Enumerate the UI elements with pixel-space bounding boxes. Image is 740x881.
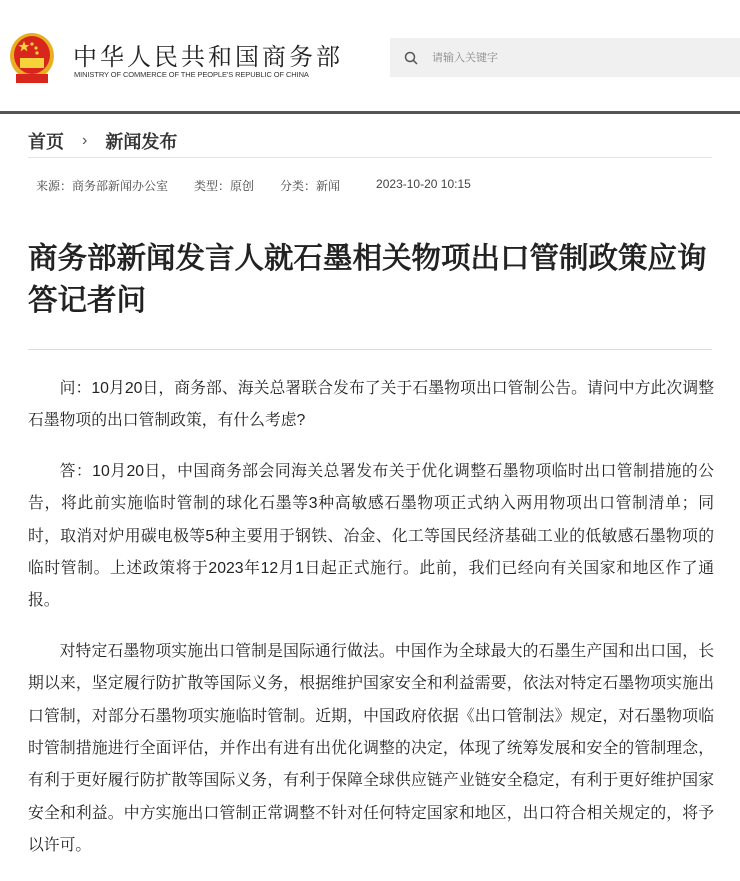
- meta-category: 分类：新闻: [280, 179, 341, 193]
- search-input[interactable]: [432, 52, 712, 64]
- breadcrumb: [28, 128, 177, 154]
- search-icon[interactable]: [404, 51, 418, 65]
- national-emblem-logo[interactable]: [8, 32, 56, 84]
- header-divider: [0, 111, 740, 114]
- article-body: [28, 373, 714, 881]
- chevron-right-icon: ›: [82, 132, 88, 149]
- search-box[interactable]: [390, 38, 740, 77]
- site-name-en: MINISTRY OF COMMERCE OF THE PEOPLE'S REPUBLIC OF CHINA: [74, 70, 309, 79]
- meta-type: 类型：原创: [194, 179, 255, 193]
- paragraph-explanation: 对特定石墨物项实施出口管制是国际通行做法。中国作为全球最大的石墨生产国和出口国，长期以来，坚定履行防扩散等国际义务，根据维护国家安全和利益需要，依法对特定石墨物项实施出口管制，对部分石墨物项实施临时管制。近期，中国政府依据《出口管制法》规定，对石墨物项临时管制措施进行全面评估，并作出有进有出优化调整的决定，体现了统筹发展和安全的管制理念，有利于更好履行防扩散等国际义务，有利于保障全球供应链产业链安全稳定，有利于更好维护国家安全和利益。中方实施出口管制正常调整不针对任何特定国家和地区，出口符合相关规定的，将予以许可。: [28, 642, 714, 855]
- site-name-cn[interactable]: 中华人民共和国商务部: [73, 44, 343, 71]
- meta-source: 来源：商务部新闻办公室: [36, 179, 169, 193]
- paragraph-question: 问：10月20日，商务部、海关总署联合发布了关于石墨物项出口管制公告。请问中方此次调整石墨物项的出口管制政策，有什么考虑?: [28, 380, 714, 430]
- paragraph-answer: 答：10月20日，中国商务部会同海关总署发布关于优化调整石墨物项临时出口管制措施的公告，将此前实施临时管制的球化石墨等3种高敏感石墨物项正式纳入两用物项出口管制清单；同时，取消对炉用碳电极等5种主要用于钢铁、冶金、化工等国民经济基础工业的低敏感石墨物项的临时管制。上述政策将于2023年12月1日起正式施行。此前，我们已经向有关国家和地区作了通报。: [28, 462, 714, 610]
- breadcrumb-divider: [28, 157, 712, 158]
- breadcrumb-home[interactable]: 首页: [28, 132, 64, 152]
- breadcrumb-current[interactable]: 新闻发布: [105, 132, 178, 152]
- article-meta: [36, 177, 497, 194]
- meta-datetime: 2023-10-20 10:15: [376, 177, 471, 191]
- article-title: 商务部新闻发言人就石墨相关物项出口管制政策应询答记者问: [28, 242, 707, 317]
- title-divider: [28, 349, 712, 350]
- site-header: [0, 0, 740, 112]
